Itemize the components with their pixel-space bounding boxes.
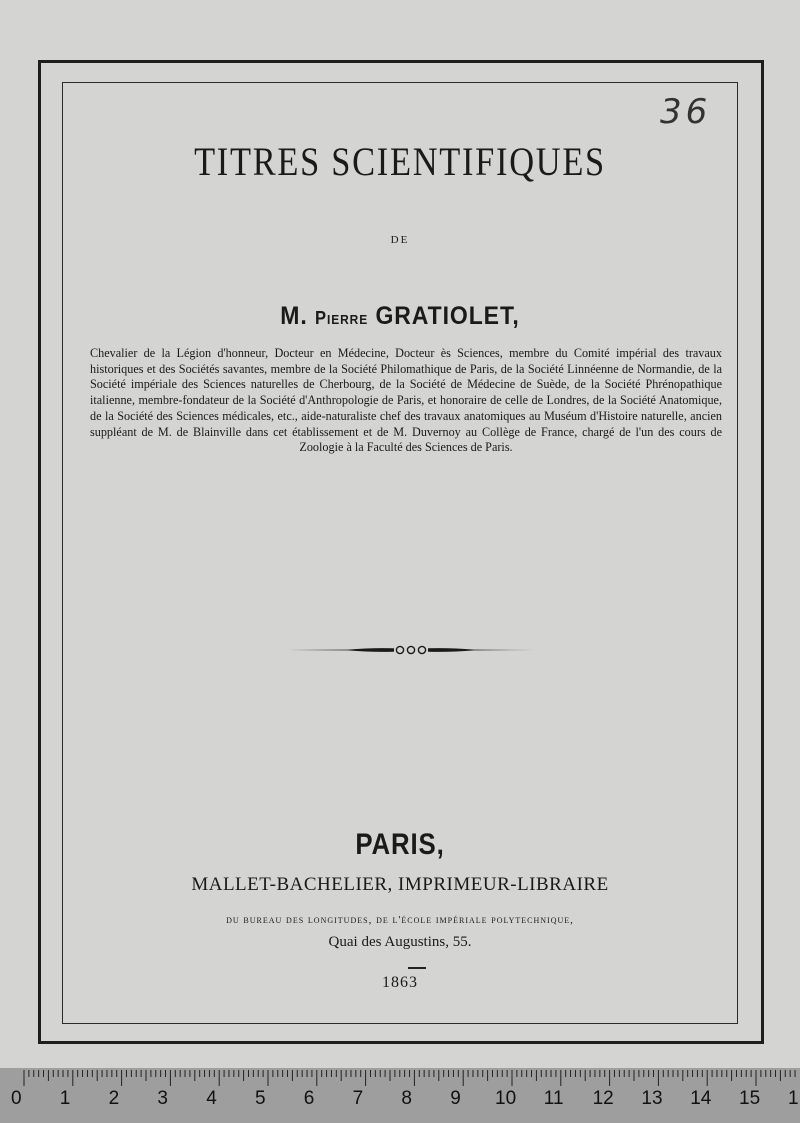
ruler-number: 9 [450,1088,461,1109]
ruler-number: 0 [11,1088,22,1109]
ruler-number: 1 [788,1088,799,1109]
imprint-publisher: MALLET-BACHELIER, IMPRIMEUR-LIBRAIRE [191,874,609,895]
ruler-number: 8 [401,1088,412,1109]
ruler-number: 15 [739,1088,761,1109]
ruler-number: 7 [352,1088,364,1109]
ruler-number: 10 [495,1088,517,1109]
imprint-bureau: du bureau des longitudes, de l'école impériale polytechnique, [226,914,574,926]
ruler-number: 11 [543,1088,564,1109]
ruler-number: 2 [108,1088,120,1109]
ruler-number: 4 [206,1088,217,1109]
imprint-year: 1863 [382,974,418,991]
author-last-name: GRATIOLET, [375,302,520,330]
author-name [32,302,768,331]
author-prefix: M. [280,302,308,330]
title-connector: DE [390,234,410,246]
ornament-divider [288,642,534,658]
ruler-number: 3 [157,1088,168,1109]
ruler-number: 5 [255,1088,266,1109]
ruler-number: 14 [690,1088,712,1109]
year-rule [408,967,426,969]
author-first-name: Pierre [315,308,369,328]
imprint-city: PARIS, [355,828,445,861]
author-credentials: Chevalier de la Légion d'honneur, Docteur en Médecine, Docteur ès Sciences, membre du Comité impérial des travaux historiques et des Sociétés savantes, membre de la Société Philomathique de Paris, de la Société Linnéenne de Normandie, de la Société impériale des Sciences naturelles de Cherbourg, de la Société de Médecine de Suède, de la Société Phrénopathique italienne, membre-fondateur de la Société d'Anthropologie de Paris, et honoraire de celle de Londres, de la Société Anatomique, de la Société des Sciences médicales, etc., aide-naturaliste chef des travaux anatomiques au Muséum d'Histoire naturelle, ancien suppléant de M. de Blainville dans cet établissement et de M. Duvernoy au Collège de France, chargé de l'un des cours de Zoologie à la Faculté des Sciences de Paris. [90,346,722,455]
ruler-number: 6 [303,1088,315,1109]
ruler-ticks [0,1068,800,1090]
imprint-address: Quai des Augustins, 55. [328,934,472,950]
ruler-number: 13 [641,1088,663,1109]
ruler-number: 1 [59,1088,71,1109]
handwritten-number: 36 [660,92,712,132]
document-title: TITRES SCIENTIFIQUES [194,139,606,184]
ruler-number: 12 [592,1088,614,1109]
measuring-ruler [0,1068,800,1123]
